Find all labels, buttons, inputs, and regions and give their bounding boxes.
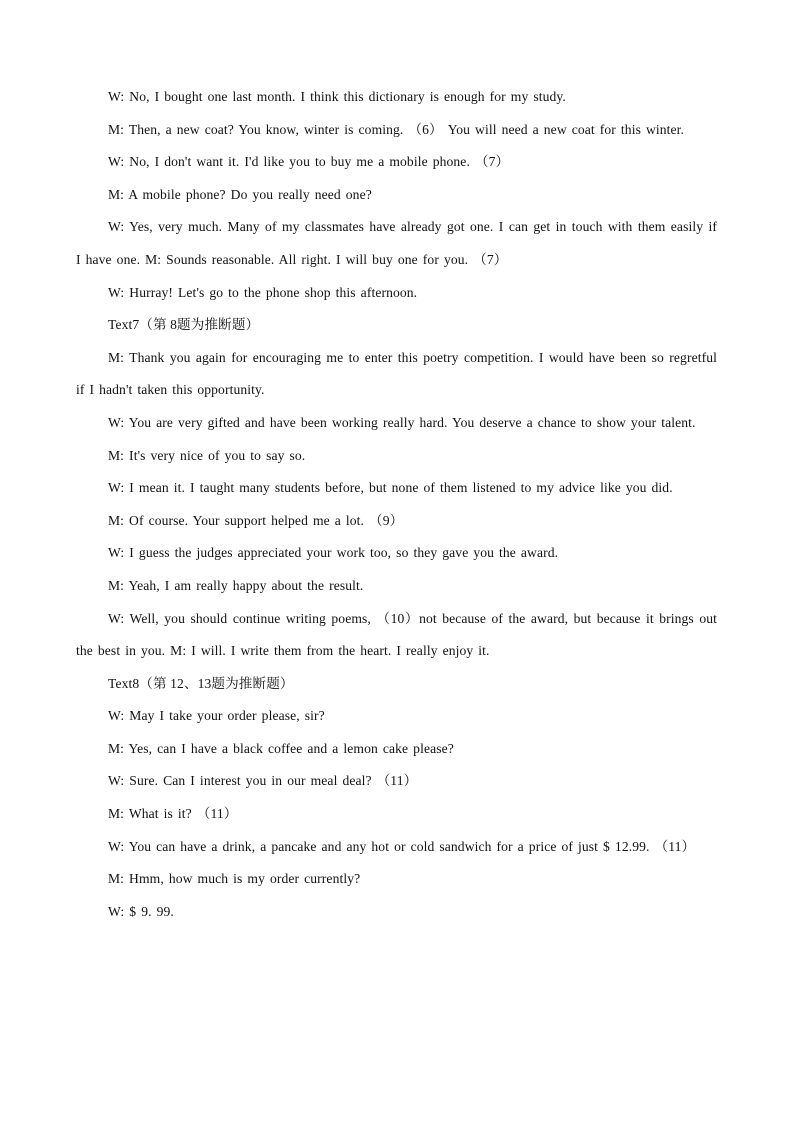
dialogue-line: W: Hurray! Let's go to the phone shop this afternoon. bbox=[108, 284, 418, 300]
dialogue-line: W: Sure. Can I interest you in our meal deal? （11） bbox=[108, 773, 418, 789]
dialogue-line: M: Then, a new coat? You know, winter is coming. （6） You will need a new coat for this winter. bbox=[108, 121, 685, 137]
dialogue-line: W: You are very gifted and have been working really hard. You deserve a chance to show your talent. bbox=[108, 414, 696, 430]
dialogue-line: W: No, I don't want it. I'd like you to buy me a mobile phone. （7） bbox=[108, 154, 510, 170]
dialogue-line: W: May I take your order please, sir? bbox=[108, 708, 325, 724]
dialogue-line: W: $ 9. 99. bbox=[108, 903, 174, 919]
dialogue-line: M: It's very nice of you to say so. bbox=[108, 447, 306, 463]
dialogue-line: M: Yeah, I am really happy about the result. bbox=[108, 577, 364, 593]
dialogue-line: W: I mean it. I taught many students before, but none of them listened to my advice like you did. bbox=[108, 480, 673, 496]
dialogue-line: M: Thank you again for encouraging me to enter this poetry competition. I would have been so regretful if I hadn't taken this opportunity. bbox=[76, 349, 717, 398]
dialogue-line: M: What is it? （11） bbox=[108, 806, 238, 822]
dialogue-line: M: Hmm, how much is my order currently? bbox=[108, 871, 361, 887]
section-heading-text7: Text7（第 8题为推断题） bbox=[108, 317, 260, 333]
dialogue-line: M: Yes, can I have a black coffee and a lemon cake please? bbox=[108, 740, 454, 756]
dialogue-line: W: Yes, very much. Many of my classmates have already got one. I can get in touch with them easily if I have one. M: Sounds reasonable. All right. I will buy one for you. （7） bbox=[76, 219, 717, 267]
dialogue-line: W: You can have a drink, a pancake and any hot or cold sandwich for a price of just $ 12.99. （11） bbox=[108, 838, 696, 854]
dialogue-line: W: Well, you should continue writing poems, （10）not because of the award, but because it brings out the best in you. M: I will. I write them from the heart. I really enjoy it. bbox=[76, 610, 717, 659]
dialogue-line: M: A mobile phone? Do you really need one? bbox=[108, 186, 372, 202]
dialogue-line: M: Of course. Your support helped me a lot. （9） bbox=[108, 512, 404, 528]
dialogue-line: W: I guess the judges appreciated your work too, so they gave you the award. bbox=[108, 545, 559, 561]
dialogue-line: W: No, I bought one last month. I think this dictionary is enough for my study. bbox=[108, 89, 566, 104]
section-heading-text8: Text8（第 12、13题为推断题） bbox=[108, 675, 294, 691]
